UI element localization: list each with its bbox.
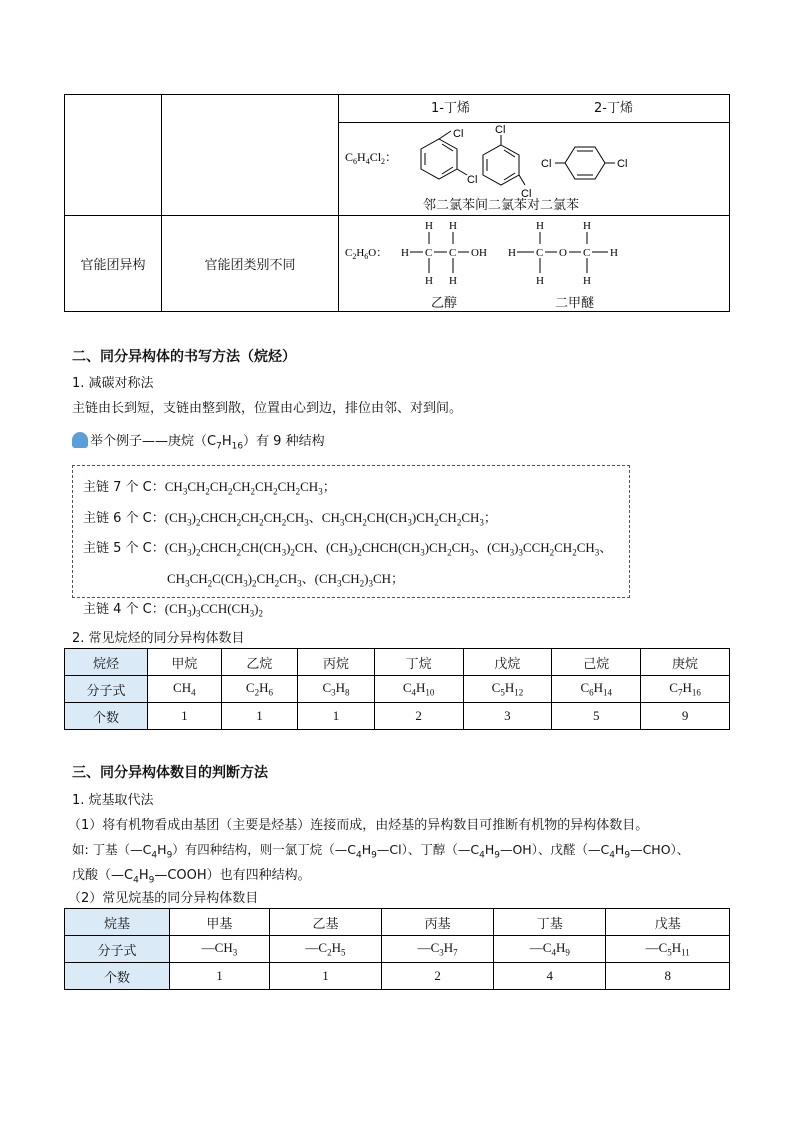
- header-cell: 戊基: [606, 909, 730, 936]
- svg-text:H: H: [610, 247, 618, 259]
- para-dichlorobenzene: [555, 147, 615, 179]
- ethanol-ether-cell: [339, 216, 730, 312]
- table-row: [65, 963, 730, 990]
- header-cell: 甲基: [170, 909, 270, 936]
- formula-cell: $—C_5H_{11}$: [606, 936, 730, 963]
- formula-cell: $C_7H_{16}$: [641, 676, 730, 703]
- header-cell: 戊烷: [463, 649, 552, 676]
- count-cell: 4: [494, 963, 606, 990]
- formula-cell: $C_4H_{10}$: [374, 676, 463, 703]
- svg-text:H: H: [449, 275, 457, 287]
- count-label-cell: 个数: [65, 963, 170, 990]
- alkane-count-title: 2. 常见烷烃的同分异构体数目: [72, 631, 245, 646]
- formula-cell: $C_6H_{14}$: [552, 676, 641, 703]
- count-cell: 2: [374, 703, 463, 730]
- count-cell: 8: [606, 963, 730, 990]
- formula-cell: $CH_4$: [148, 676, 222, 703]
- dichlorobenzene-names: 邻二氯苯间二氯苯对二氯苯: [423, 198, 580, 213]
- paragraph: 如: 丁基$(—C_4H_9)$有四种结构，则一氯丁烷$(—C_4H_9—Cl)$、丁醇$(—C_4H_9—OH)$、戊醛$(—C_4H_9—CHO)$、: [72, 842, 690, 861]
- count-label-cell: 个数: [65, 703, 148, 730]
- section-title: 三、同分异构体数目的判断方法: [72, 765, 268, 781]
- teacher-icon: [72, 432, 88, 448]
- count-cell: 1: [269, 963, 381, 990]
- count-cell: 1: [170, 963, 270, 990]
- header-cell: 丁烷: [374, 649, 463, 676]
- table-row: [65, 676, 730, 703]
- method-title: 1. 烷基取代法: [72, 793, 154, 808]
- paragraph: 戊酸$(—C_4H_9—COOH)$也有四种结构。: [72, 868, 311, 886]
- isomer-type-cell: 官能团异构: [65, 216, 162, 312]
- method-description: 主链由长到短，支链由整到散，位置由心到边，排位由邻、对到间。: [72, 401, 463, 416]
- table-row: [65, 936, 730, 963]
- svg-text:Cl: Cl: [541, 158, 552, 170]
- header-cell: 丁基: [494, 909, 606, 936]
- svg-text:C: C: [425, 247, 433, 259]
- chain-6-line: 主链 6 个 C：$(CH_3)_2CHCH_2CH_2CH_2CH_3$、$CH_3CH_2CH(CH_3)CH_2CH_2CH_3$；: [83, 509, 497, 528]
- dimethyl-ether-label: 二甲醚: [555, 296, 595, 311]
- svg-text:H: H: [425, 275, 433, 287]
- ethanol-ether-structures: [339, 216, 729, 312]
- svg-text:H: H: [536, 220, 544, 232]
- svg-text:Cl: Cl: [617, 158, 628, 170]
- svg-text:Cl: Cl: [521, 188, 532, 200]
- count-cell: 1: [148, 703, 222, 730]
- svg-text:H: H: [583, 220, 591, 232]
- formula-cell: $C_5H_{12}$: [463, 676, 552, 703]
- formula-cell: $—C_2H_5$: [269, 936, 381, 963]
- chain-5-line: 主链 5 个 C：$(CH_3)_2CHCH_2CH(CH_3)_2CH$、$(CH_3)_2CHCH(CH_3)CH_2CH_3$、$(CH_3)_3CCH_2CH_2CH_3$、: [83, 540, 613, 558]
- count-cell: 1: [298, 703, 375, 730]
- count-cell: 2: [382, 963, 494, 990]
- svg-text:H: H: [449, 220, 457, 232]
- ethanol-label: 乙醇: [431, 296, 458, 311]
- svg-text:Cl: Cl: [495, 124, 506, 136]
- paragraph: （2）常见烷基的同分异构体数目: [68, 891, 259, 906]
- alkane-isomer-count-table: [64, 648, 730, 730]
- method-title: 1. 减碳对称法: [72, 376, 154, 391]
- butene-names-cell: [339, 95, 730, 123]
- header-cell: 己烷: [552, 649, 641, 676]
- svg-text:H: H: [583, 275, 591, 287]
- svg-text:H: H: [401, 247, 409, 259]
- count-cell: 9: [641, 703, 730, 730]
- butene-2-label: 2-丁烯: [594, 101, 633, 116]
- paragraph: （1）将有机物看成由基团（主要是烃基）连接而成，由烃基的异构数目可推断有机物的异构体数目。: [68, 818, 649, 833]
- formula-cell: $—CH_3$: [170, 936, 270, 963]
- header-cell: 甲烷: [148, 649, 222, 676]
- table-row: [65, 703, 730, 730]
- isomer-desc-cell: 官能团类别不同: [162, 216, 339, 312]
- formula-label-cell: 分子式: [65, 676, 148, 703]
- formula-cell: $C_3H_8$: [298, 676, 375, 703]
- header-cell: 丙烷: [298, 649, 375, 676]
- svg-text:Cl: Cl: [453, 128, 464, 140]
- header-cell: 庚烷: [641, 649, 730, 676]
- empty-cell: [162, 95, 339, 216]
- count-cell: 1: [221, 703, 298, 730]
- alkyl-isomer-count-table: [64, 908, 730, 990]
- meta-dichlorobenzene: [483, 135, 525, 185]
- svg-text:OH: OH: [471, 247, 487, 259]
- heptane-isomer-box: [72, 465, 630, 619]
- svg-text:C: C: [449, 247, 457, 259]
- svg-text:C: C: [583, 247, 591, 259]
- header-cell: 烷烃: [65, 649, 148, 676]
- section-title: 二、同分异构体的书写方法（烷烃）: [72, 349, 296, 365]
- svg-text:H: H: [536, 275, 544, 287]
- butene-1-label: 1-丁烯: [431, 101, 470, 116]
- svg-text:Cl: Cl: [467, 174, 478, 186]
- header-cell: 乙基: [269, 909, 381, 936]
- table-row: [65, 649, 730, 676]
- count-cell: 3: [463, 703, 552, 730]
- isomer-type-table: [64, 94, 730, 312]
- chain-5-line-cont: $CH_3CH_2C(CH_3)_2CH_2CH_3$、$(CH_3CH_2)_3CH$；: [167, 570, 405, 589]
- chain-7-line: 主链 7 个 C：$CH_3CH_2CH_2CH_2CH_2CH_2CH_3$；: [83, 479, 336, 497]
- header-cell: 烷基: [65, 909, 170, 936]
- svg-text:C: C: [536, 247, 544, 259]
- example-title: 举个例子——庚烷$(C_7H_{16})$有 9 种结构: [72, 430, 325, 452]
- formula-cell: $—C_4H_9$: [494, 936, 606, 963]
- header-cell: 乙烷: [221, 649, 298, 676]
- dichlorobenzene-cell: [339, 123, 730, 216]
- empty-cell: [65, 95, 162, 216]
- count-cell: 5: [552, 703, 641, 730]
- chain-4-line: 主链 4 个 C：$(CH_3)_3CCH(CH_3)_2$: [83, 601, 263, 619]
- formula-cell: $C_2H_6$: [221, 676, 298, 703]
- svg-text:H: H: [425, 220, 433, 232]
- formula-label: $C_6H_4Cl_2$：: [345, 150, 398, 166]
- header-cell: 丙基: [382, 909, 494, 936]
- svg-text:C2H6O：: $C_2H_6O$：: [345, 247, 388, 261]
- table-row: [65, 909, 730, 936]
- formula-label-cell: 分子式: [65, 936, 170, 963]
- svg-text:O: O: [559, 247, 567, 259]
- svg-text:H: H: [508, 247, 516, 259]
- formula-cell: $—C_3H_7$: [382, 936, 494, 963]
